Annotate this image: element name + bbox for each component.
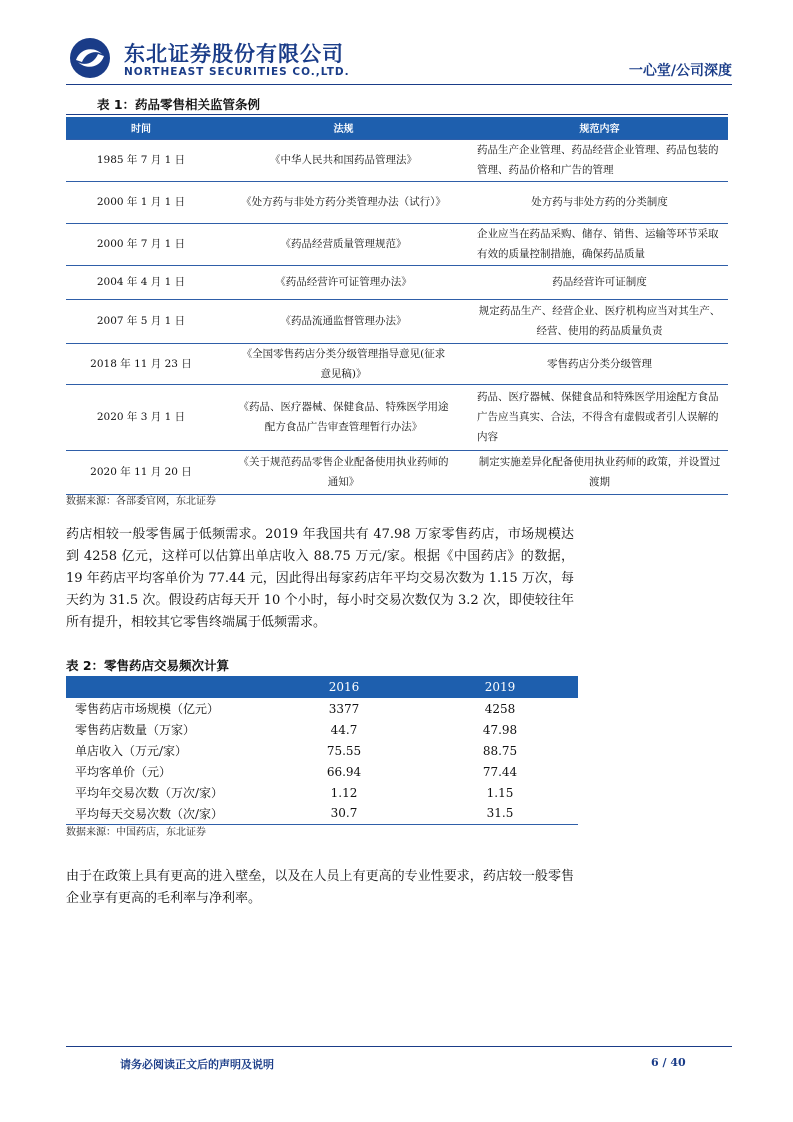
cell-2016: 3377	[328, 701, 360, 716]
cell-law: 《药品经营质量管理规范》	[216, 223, 471, 265]
cell-content: 零售药店分类分级管理	[471, 343, 728, 384]
column-header-time: 时间	[66, 117, 216, 139]
table-header-row	[66, 676, 578, 698]
cell-law: 《中华人民共和国药品管理法》	[216, 139, 471, 181]
cell-2019: 4258	[484, 701, 516, 716]
table-row	[66, 761, 578, 782]
cell-law: 《处方药与非处方药分类管理办法（试行）》	[216, 181, 471, 223]
table-row	[66, 719, 578, 740]
cell-2016: 1.12	[330, 785, 358, 800]
cell-content: 处方药与非处方药的分类制度	[471, 181, 728, 223]
page-number: 6 / 40	[651, 1056, 686, 1069]
page-header	[66, 28, 732, 84]
cell-time: 2004 年 4 月 1 日	[66, 265, 216, 299]
cell-law: 《药品流通监督管理办法》	[216, 299, 471, 343]
header-divider	[66, 84, 732, 85]
cell-time: 2007 年 5 月 1 日	[66, 299, 216, 343]
cell-content: 规定药品生产、经营企业、医疗机构应当对其生产、经营、使用的药品质量负责	[471, 299, 728, 343]
row-label: 零售药店市场规模（亿元）	[75, 702, 220, 716]
cell-time: 1985 年 7 月 1 日	[66, 139, 216, 181]
cell-content: 药品生产企业管理、药品经营企业管理、药品包装的管理、药品价格和广告的管理	[471, 139, 728, 181]
table1-source: 数据来源：各部委官网，东北证券	[66, 496, 216, 507]
table-row	[66, 803, 578, 824]
table-row	[66, 384, 728, 450]
cell-2019: 77.44	[482, 764, 518, 779]
body-paragraph: 药店相较一般零售属于低频需求。2019 年我国共有 47.98 万家零售药店，市场规模达到 4258 亿元，这样可以估算出单店收入 88.75 万元/家。根据《中国药店》的数据，19 年药店平均客单价为 77.44 元，因此得出每家药店年平均交易次数为 1.15 万次，每天约为 31.5 次。假设药店每天开 10 个小时，每小时交易次数仅为 3.2 次，即使较往年所有提升，相较其它零售终端属于低频需求。	[66, 527, 574, 630]
company-name-en: NORTHEAST SECURITIES CO.,LTD.	[124, 66, 350, 78]
cell-content: 药品经营许可证制度	[471, 265, 728, 299]
company-logo-icon	[68, 36, 112, 80]
cell-2016: 75.55	[326, 743, 362, 758]
row-label: 平均客单价（元）	[75, 765, 172, 779]
cell-content: 企业应当在药品采购、储存、销售、运输等环节采取有效的质量控制措施，确保药品质量	[471, 223, 728, 265]
table-row	[66, 698, 578, 719]
table-row	[66, 450, 728, 494]
row-label: 零售药店数量（万家）	[75, 723, 196, 737]
table-row	[66, 139, 728, 181]
cell-law: 《药品经营许可证管理办法》	[216, 265, 471, 299]
table-row	[66, 223, 728, 265]
column-header-law: 法规	[216, 117, 471, 139]
cell-content: 制定实施差异化配备使用执业药师的政策，并设置过渡期	[471, 450, 728, 494]
table-row	[66, 343, 728, 384]
table-row	[66, 740, 578, 761]
cell-2016: 30.7	[266, 803, 422, 824]
table-header-row	[66, 117, 728, 139]
transaction-frequency-table	[66, 676, 578, 825]
report-type: 一心堂/公司深度	[628, 63, 732, 79]
cell-law: 《全国零售药店分类分级管理指导意见(征求意见稿)》	[216, 343, 471, 384]
column-header-2019: 2019	[422, 676, 578, 698]
cell-2016: 66.94	[326, 764, 362, 779]
cell-content: 药品、医疗器械、保健食品和特殊医学用途配方食品广告应当真实、合法，不得含有虚假或者引人误解的内容	[471, 384, 728, 450]
cell-2019: 31.5	[422, 803, 578, 824]
company-name-cn: 东北证券股份有限公司	[124, 42, 344, 66]
cell-2016: 44.7	[330, 722, 358, 737]
cell-time: 2018 年 11 月 23 日	[66, 343, 216, 384]
cell-time: 2000 年 1 月 1 日	[66, 181, 216, 223]
cell-time: 2020 年 11 月 20 日	[66, 450, 216, 494]
table1-title: 表 1：药品零售相关监管条例	[97, 97, 261, 112]
table-row	[66, 265, 728, 299]
cell-2019: 1.15	[486, 785, 514, 800]
cell-2019: 47.98	[482, 722, 518, 737]
table-row	[66, 782, 578, 803]
table1-title-rule	[66, 114, 728, 115]
column-header-content: 规范内容	[471, 117, 728, 139]
body-paragraph: 由于在政策上具有更高的进入壁垒，以及在人员上有更高的专业性要求，药店较一般零售企业享有更高的毛利率与净利率。	[66, 869, 574, 906]
row-label: 平均年交易次数（万次/家）	[75, 786, 224, 800]
cell-law: 《药品、医疗器械、保健食品、特殊医学用途配方食品广告审查管理暂行办法》	[216, 384, 471, 450]
table-row	[66, 181, 728, 223]
cell-2019: 88.75	[482, 743, 518, 758]
regulation-table	[66, 117, 728, 495]
column-header-blank	[66, 676, 266, 698]
cell-time: 2020 年 3 月 1 日	[66, 384, 216, 450]
footer-divider	[66, 1046, 732, 1047]
table2-source: 数据来源：中国药店，东北证券	[66, 827, 206, 838]
table-row	[66, 299, 728, 343]
column-header-2016: 2016	[266, 676, 422, 698]
table2-title: 表 2：零售药店交易频次计算	[66, 658, 230, 673]
cell-law: 《关于规范药品零售企业配备使用执业药师的通知》	[216, 450, 471, 494]
row-label: 单店收入（万元/家）	[75, 744, 188, 758]
row-label: 平均每天交易次数（次/家）	[66, 803, 266, 824]
footer-disclaimer: 请务必阅读正文后的声明及说明	[120, 1058, 274, 1071]
cell-time: 2000 年 7 月 1 日	[66, 223, 216, 265]
